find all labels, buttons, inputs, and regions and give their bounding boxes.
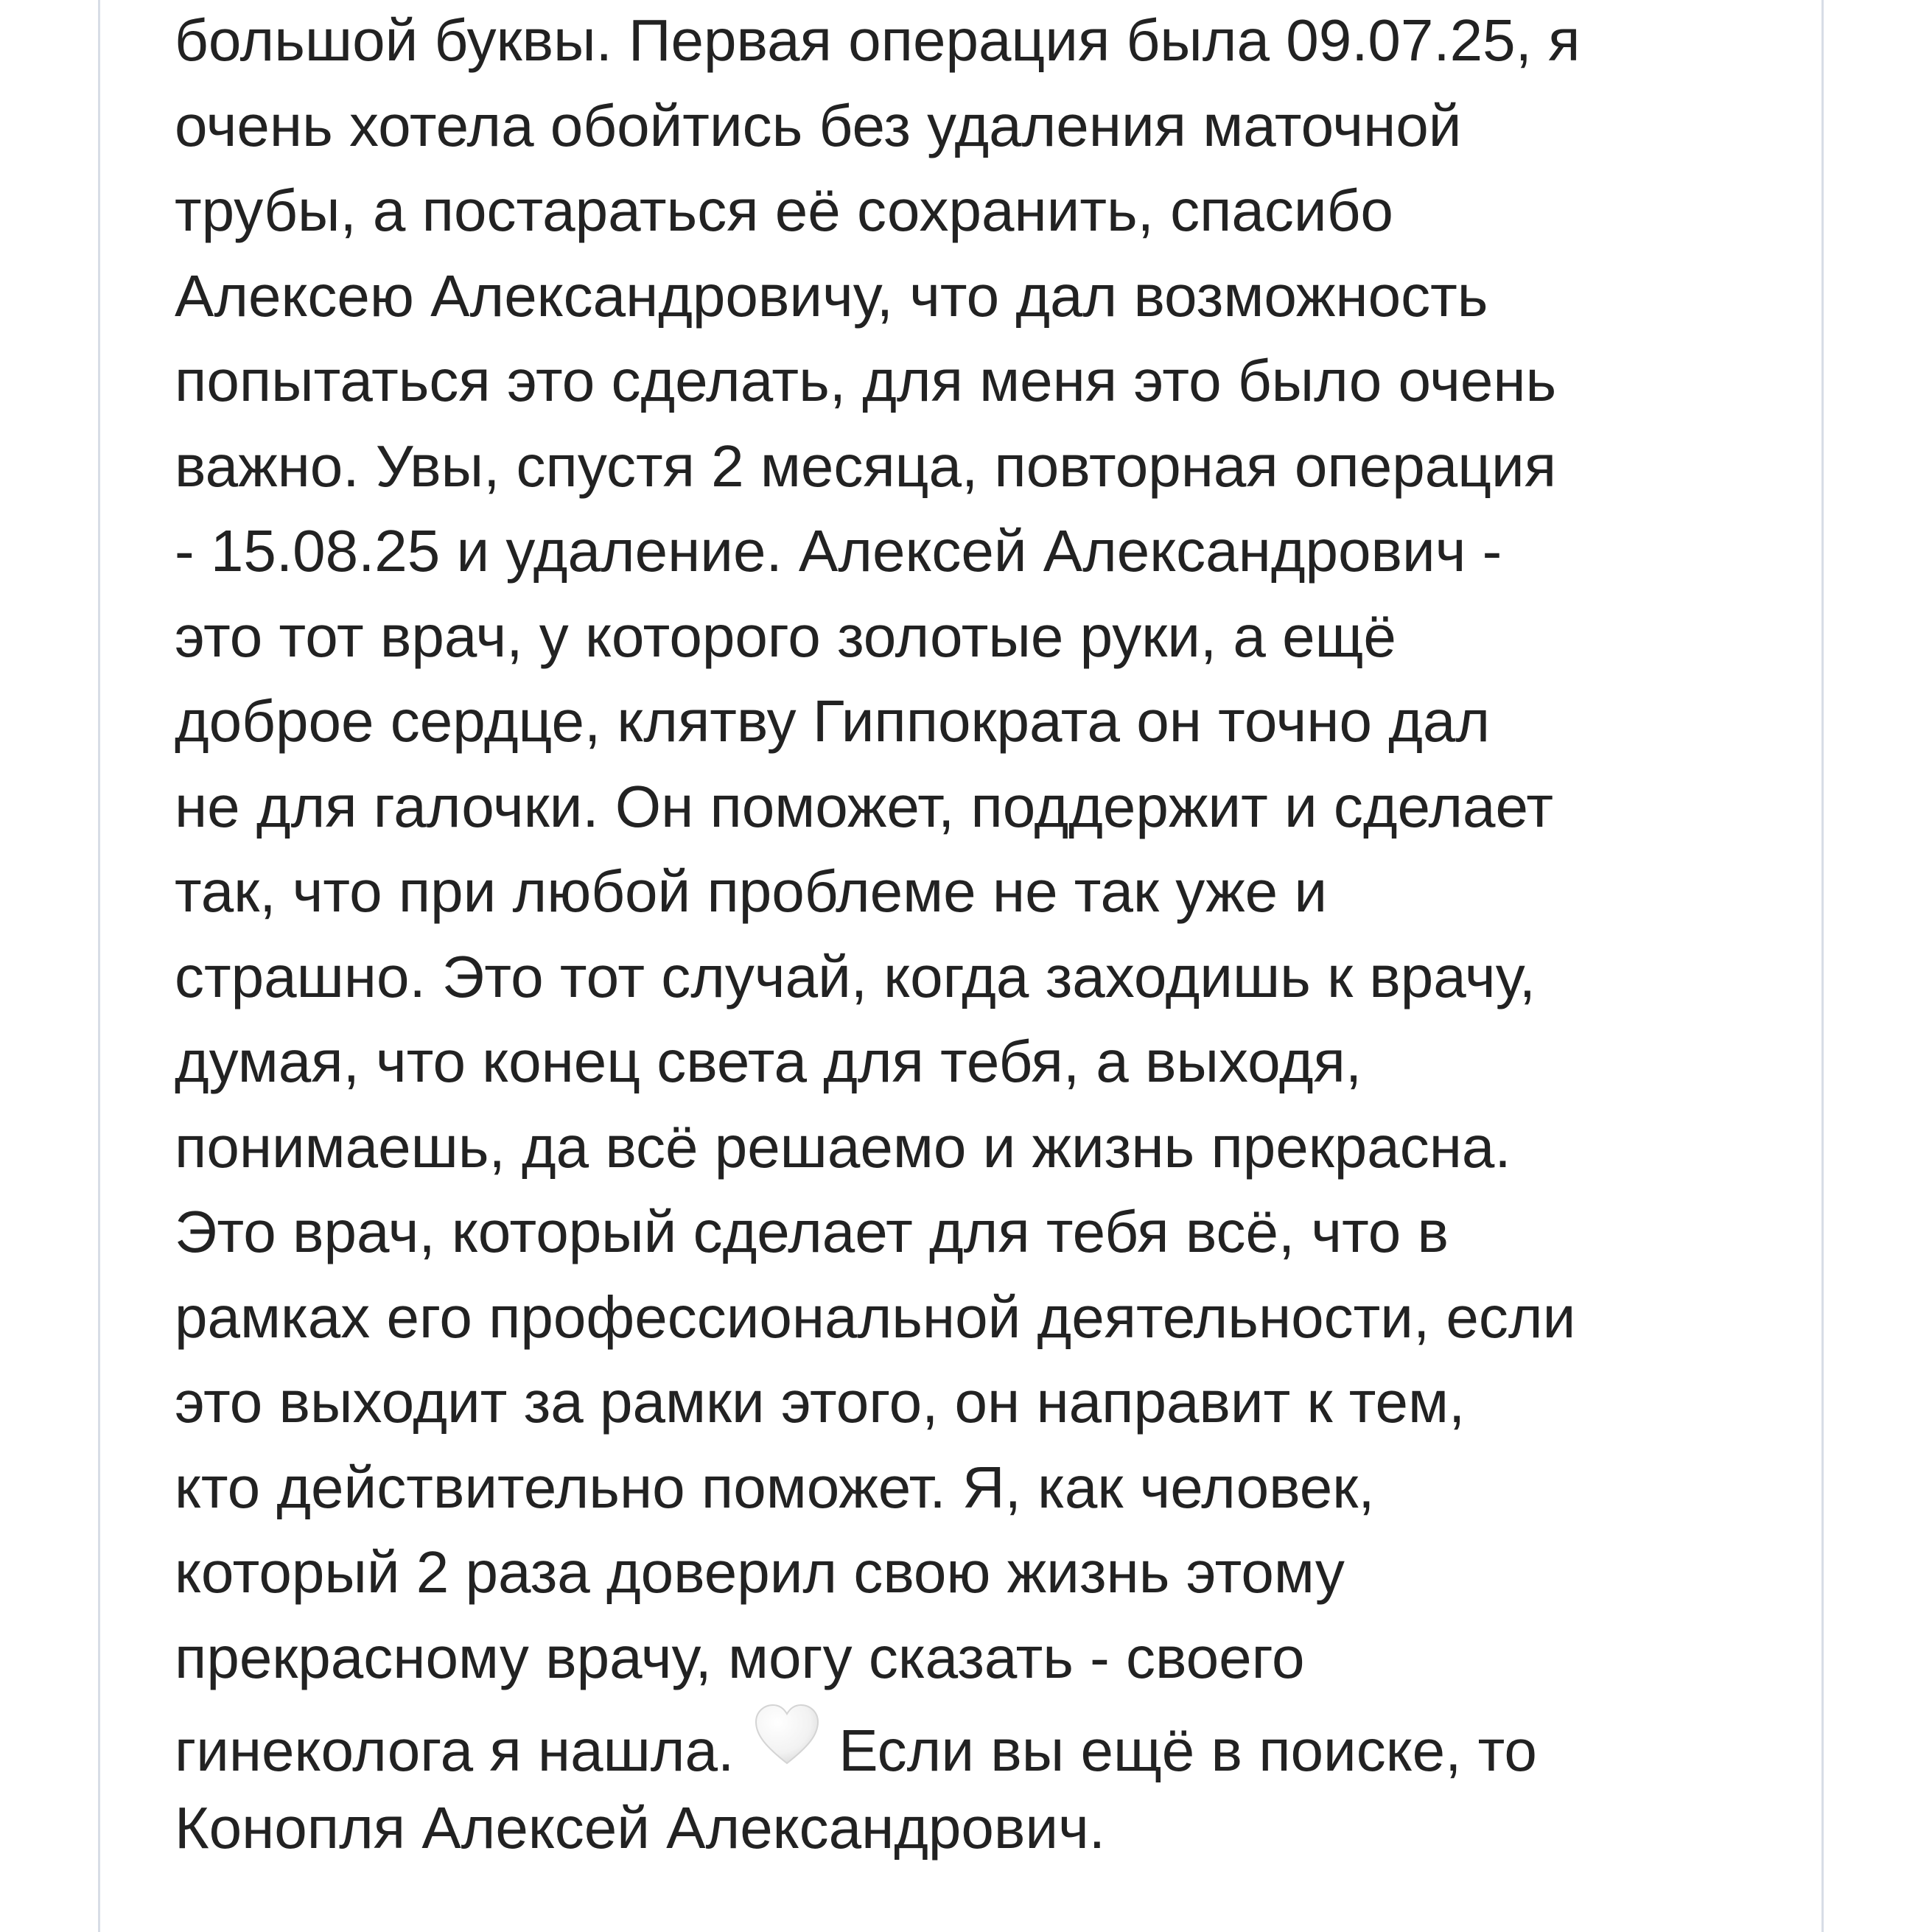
heart-line-after: Если вы ещё в поиске, то <box>839 1718 1537 1783</box>
review-line-10: не для галочки. Он поможет, поддержит и сделает <box>175 773 1554 839</box>
review-line-16: рамках его профессиональной деятельности, если <box>175 1284 1576 1350</box>
review-line-17: это выходит за рамки этого, он направит к тем, <box>175 1369 1466 1435</box>
heart-line-before: гинеколога я нашла. <box>175 1718 735 1783</box>
review-line-3: трубы, а постараться её сохранить, спасибо <box>175 178 1393 243</box>
review-line-4: Алексею Александровичу, что дал возможность <box>175 262 1488 329</box>
review-line-15: Это врач, который сделает для тебя всё, что в <box>175 1199 1449 1264</box>
review-line-12: страшно. Это тот случай, когда заходишь к врачу, <box>175 943 1536 1009</box>
review-line-1: большой буквы. Первая операция была 09.07.25, я <box>175 7 1581 73</box>
review-line-6: важно. Увы, спустя 2 месяца, повторная операция <box>175 433 1557 499</box>
review-line-21 <box>175 1700 1825 1785</box>
review-line-9: доброе сердце, клятву Гиппократа он точно дал <box>175 688 1491 754</box>
review-line-22: Конопля Алексей Александрович. <box>175 1794 1106 1861</box>
review-text <box>175 0 1825 1872</box>
review-line-18: кто действительно поможет. Я, как человек, <box>175 1454 1375 1520</box>
review-line-14: понимаешь, да всё решаемо и жизнь прекрасна. <box>175 1113 1511 1180</box>
review-line-11: так, что при любой проблеме не так уже и <box>175 858 1328 924</box>
review-line-20: прекрасному врачу, могу сказать - своего <box>175 1624 1305 1690</box>
white-heart-icon <box>752 1700 822 1771</box>
review-line-5: попытаться это сделать, для меня это было очень <box>175 348 1557 413</box>
review-line-13: думая, что конец света для тебя, а выходя, <box>175 1029 1362 1094</box>
review-line-19: который 2 раза доверил свою жизнь этому <box>175 1539 1345 1605</box>
review-line-7: - 15.08.25 и удаление. Алексей Александрович - <box>175 518 1502 584</box>
review-line-8: это тот врач, у которого золотые руки, а ещё <box>175 603 1396 669</box>
review-line-2: очень хотела обойтись без удаления маточной <box>175 92 1462 158</box>
